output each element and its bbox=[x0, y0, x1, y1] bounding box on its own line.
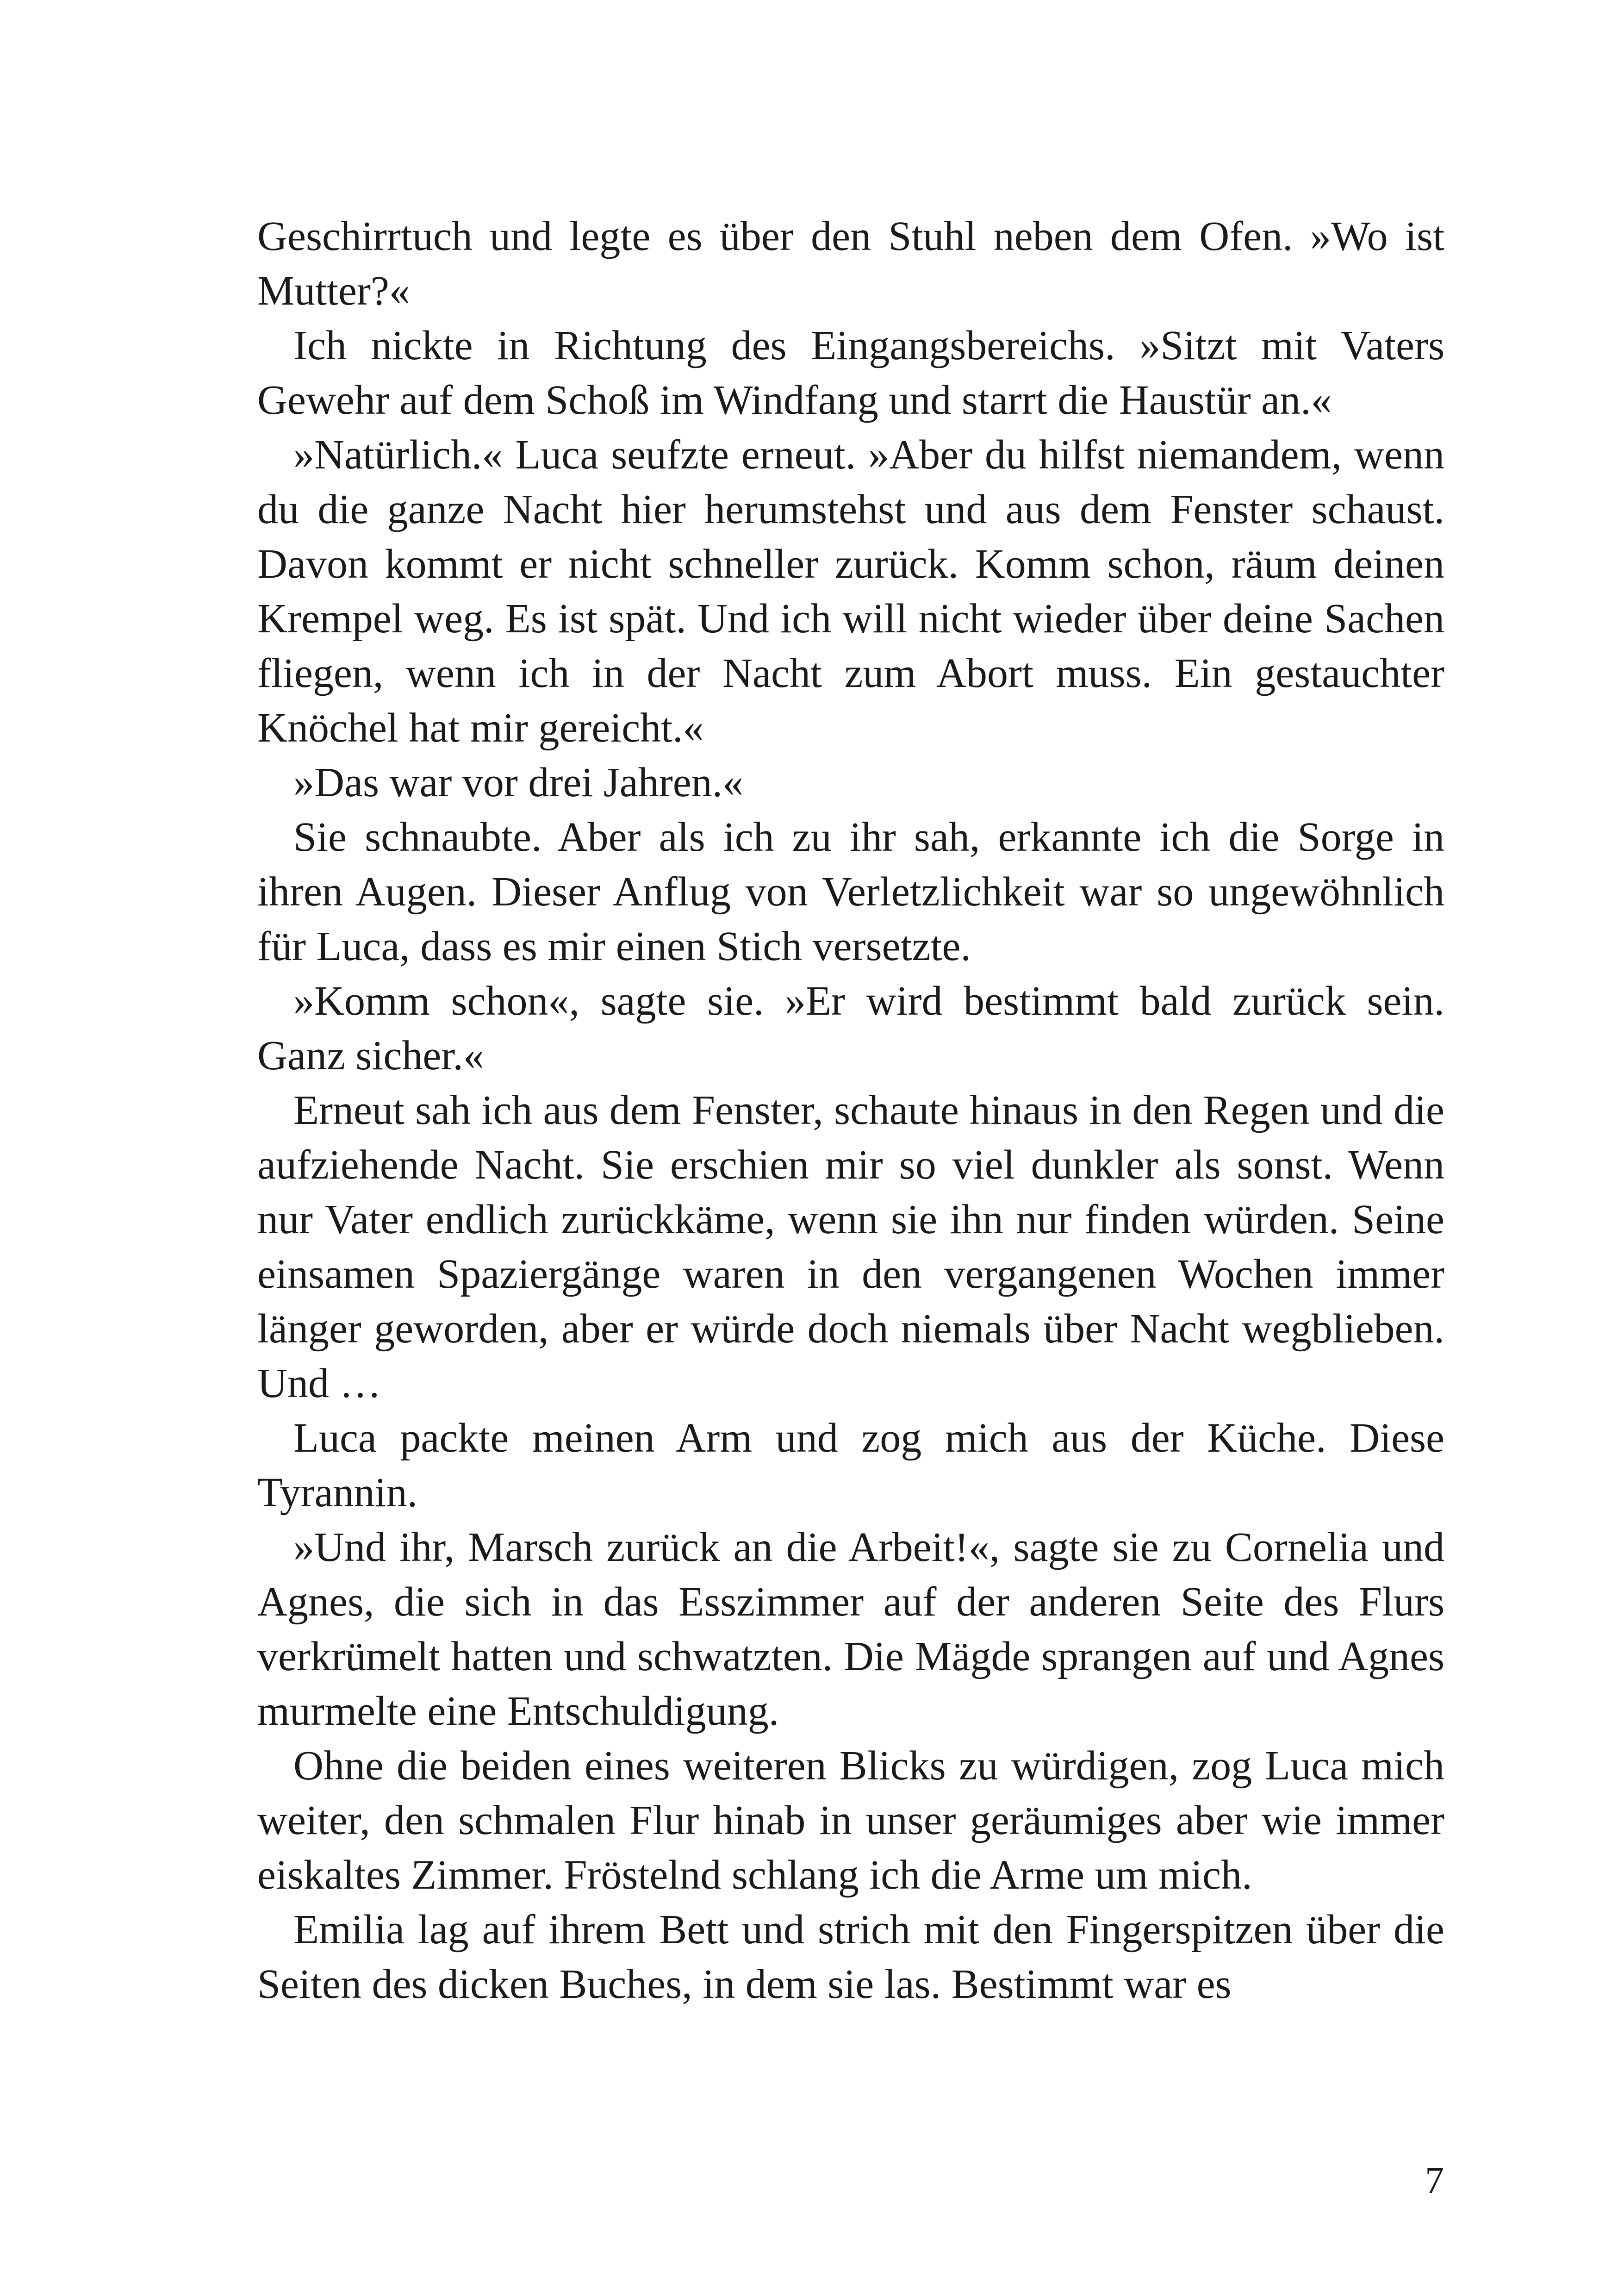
body-text bbox=[257, 209, 1444, 2012]
paragraph: Geschirrtuch und legte es über den Stuhl neben dem Ofen. »Wo ist Mutter?« bbox=[257, 213, 1444, 314]
paragraph: »Das war vor drei Jahren.« bbox=[293, 760, 744, 805]
paragraph: Luca packte meinen Arm und zog mich aus der Küche. Diese Tyrannin. bbox=[257, 1415, 1444, 1516]
page-number: 7 bbox=[1425, 2159, 1444, 2201]
paragraph: »Komm schon«, sagte sie. »Er wird bestimmt bald zurück sein. Ganz sicher.« bbox=[257, 978, 1444, 1079]
paragraph: Emilia lag auf ihrem Bett und strich mit den Fingerspitzen über die Seiten des dicken Buches, in dem sie las. Bestimmt war es bbox=[257, 1907, 1444, 2007]
paragraph: Erneut sah ich aus dem Fenster, schaute hinaus in den Regen und die aufziehende Nacht. Sie erschien mir so viel dunkler als sonst. Wenn nur Vater endlich zurückkäme, wenn sie ihn nur finden würden. Seine einsamen Spaziergänge waren in den vergangenen Wochen immer länger geworden, aber er würde doch niemals über Nacht wegblieben. Und … bbox=[257, 1087, 1444, 1406]
paragraph: Ohne die beiden eines weiteren Blicks zu würdigen, zog Luca mich weiter, den schmalen Flur hinab in unser geräumiges aber wie immer eiskaltes Zimmer. Fröstelnd schlang ich die Arme um mich. bbox=[257, 1743, 1444, 1898]
paragraph: Sie schnaubte. Aber als ich zu ihr sah, erkannte ich die Sorge in ihren Augen. Dieser Anflug von Verletzlichkeit war so ungewöhnlich für Luca, dass es mir einen Stich versetzte. bbox=[257, 814, 1444, 969]
paragraph: »Und ihr, Marsch zurück an die Arbeit!«, sagte sie zu Cornelia und Agnes, die sich in das Esszimmer auf der anderen Seite des Flurs verkrümelt hatten und schwatzten. Die Mägde sprangen auf und Agnes murmelte eine Entschuldigung. bbox=[257, 1524, 1444, 1734]
paragraph: »Natürlich.« Luca seufzte erneut. »Aber du hilfst niemandem, wenn du die ganze Nacht hier herumstehst und aus dem Fenster schaust. Davon kommt er nicht schneller zurück. Komm schon, räum deinen Krempel weg. Es ist spät. Und ich will nicht wieder über deine Sachen fliegen, wenn ich in der Nacht zum Abort muss. Ein gestauchter Knöchel hat mir gereicht.« bbox=[257, 432, 1444, 751]
paragraph: Ich nickte in Richtung des Eingangsbereichs. »Sitzt mit Vaters Gewehr auf dem Schoß im Windfang und starrt die Haustür an.« bbox=[257, 323, 1444, 423]
